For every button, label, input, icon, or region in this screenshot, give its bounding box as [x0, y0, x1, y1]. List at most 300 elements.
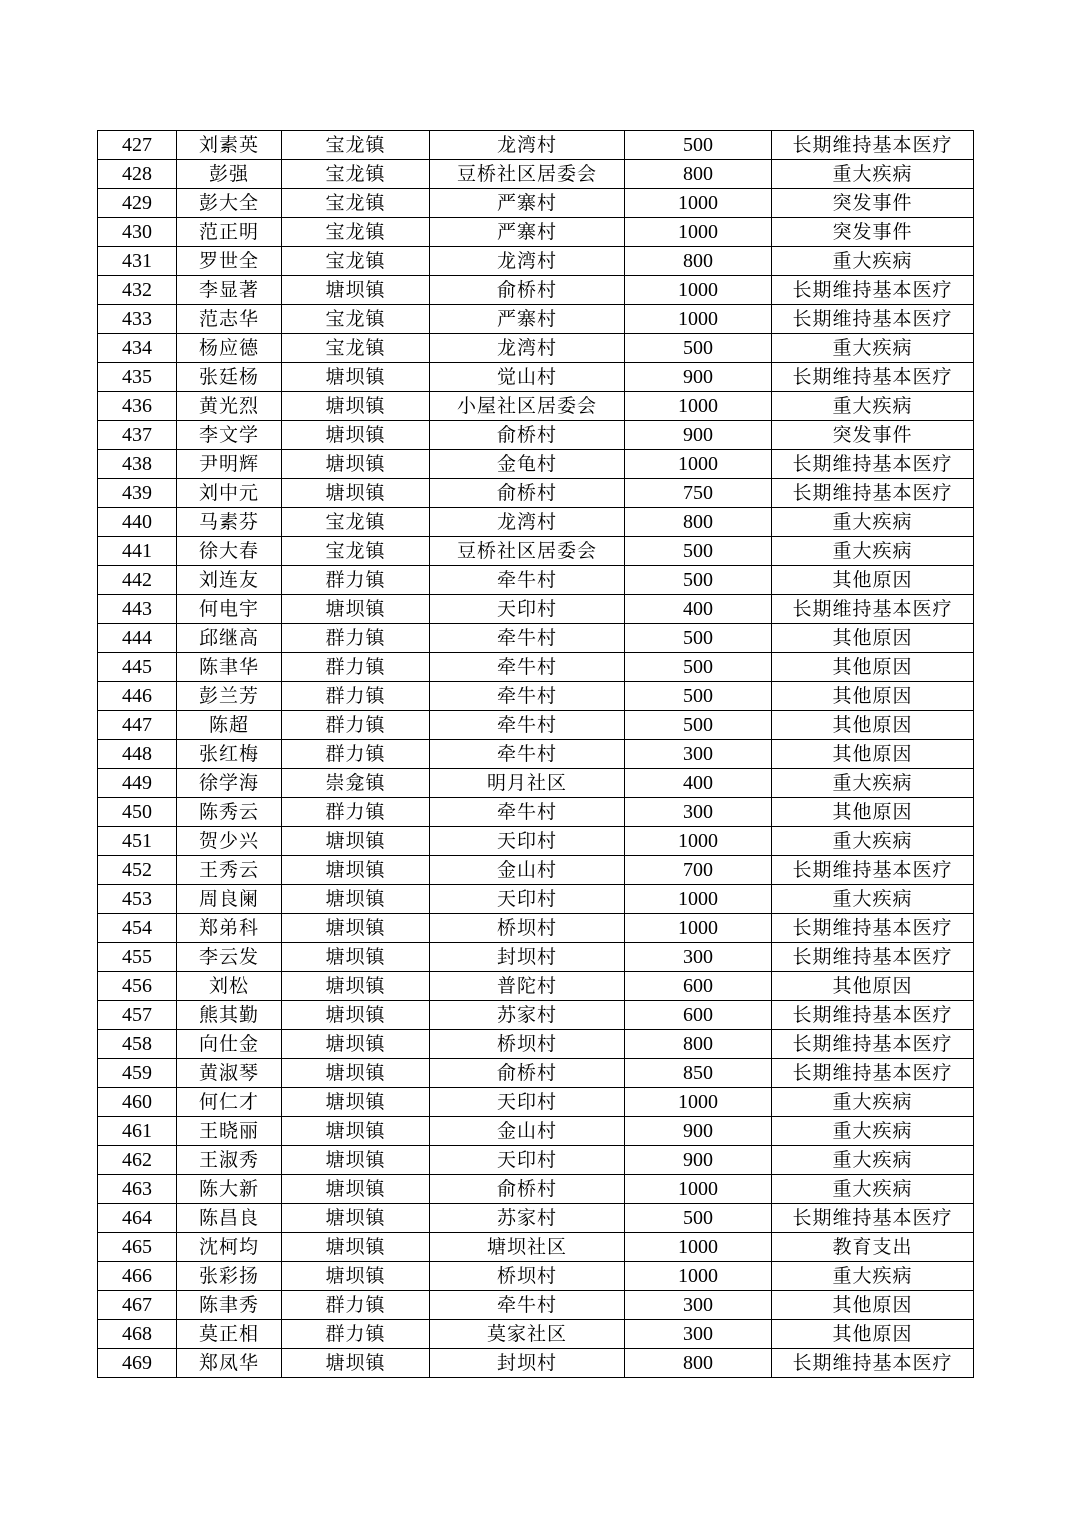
table-row: [98, 1320, 974, 1349]
reason-cell: 长期维持基本医疗: [772, 450, 974, 479]
village-cell: 牵牛村: [430, 624, 625, 653]
name-cell: 黄光烈: [177, 392, 282, 421]
amount-cell: 1000: [625, 827, 772, 856]
row-number-cell: 454: [98, 914, 177, 943]
table-row: [98, 160, 974, 189]
table-row: [98, 131, 974, 160]
name-cell: 刘松: [177, 972, 282, 1001]
table-body: [98, 131, 974, 1378]
village-cell: 苏家村: [430, 1204, 625, 1233]
town-cell: 塘坝镇: [282, 595, 430, 624]
town-cell: 塘坝镇: [282, 972, 430, 1001]
amount-cell: 400: [625, 769, 772, 798]
village-cell: 俞桥村: [430, 1059, 625, 1088]
reason-cell: 突发事件: [772, 218, 974, 247]
amount-cell: 300: [625, 943, 772, 972]
table-row: [98, 972, 974, 1001]
table-row: [98, 1233, 974, 1262]
name-cell: 贺少兴: [177, 827, 282, 856]
reason-cell: 重大疾病: [772, 1262, 974, 1291]
row-number-cell: 443: [98, 595, 177, 624]
town-cell: 群力镇: [282, 798, 430, 827]
village-cell: 天印村: [430, 1146, 625, 1175]
row-number-cell: 448: [98, 740, 177, 769]
name-cell: 陈大新: [177, 1175, 282, 1204]
name-cell: 沈柯均: [177, 1233, 282, 1262]
amount-cell: 500: [625, 1204, 772, 1233]
village-cell: 小屋社区居委会: [430, 392, 625, 421]
amount-cell: 1000: [625, 392, 772, 421]
town-cell: 崇龛镇: [282, 769, 430, 798]
name-cell: 徐学海: [177, 769, 282, 798]
reason-cell: 长期维持基本医疗: [772, 276, 974, 305]
reason-cell: 其他原因: [772, 624, 974, 653]
row-number-cell: 442: [98, 566, 177, 595]
town-cell: 群力镇: [282, 1291, 430, 1320]
village-cell: 牵牛村: [430, 653, 625, 682]
village-cell: 龙湾村: [430, 247, 625, 276]
village-cell: 牵牛村: [430, 711, 625, 740]
amount-cell: 1000: [625, 1088, 772, 1117]
row-number-cell: 457: [98, 1001, 177, 1030]
table-row: [98, 943, 974, 972]
row-number-cell: 441: [98, 537, 177, 566]
reason-cell: 其他原因: [772, 682, 974, 711]
reason-cell: 重大疾病: [772, 1175, 974, 1204]
row-number-cell: 460: [98, 1088, 177, 1117]
name-cell: 郑凤华: [177, 1349, 282, 1378]
village-cell: 明月社区: [430, 769, 625, 798]
name-cell: 郑弟科: [177, 914, 282, 943]
name-cell: 徐大春: [177, 537, 282, 566]
table-row: [98, 363, 974, 392]
table-row: [98, 450, 974, 479]
reason-cell: 重大疾病: [772, 885, 974, 914]
amount-cell: 1000: [625, 1175, 772, 1204]
amount-cell: 1000: [625, 450, 772, 479]
reason-cell: 其他原因: [772, 972, 974, 1001]
town-cell: 塘坝镇: [282, 827, 430, 856]
reason-cell: 重大疾病: [772, 1088, 974, 1117]
row-number-cell: 433: [98, 305, 177, 334]
town-cell: 宝龙镇: [282, 247, 430, 276]
town-cell: 宝龙镇: [282, 131, 430, 160]
name-cell: 杨应德: [177, 334, 282, 363]
town-cell: 宝龙镇: [282, 305, 430, 334]
reason-cell: 其他原因: [772, 566, 974, 595]
town-cell: 塘坝镇: [282, 856, 430, 885]
name-cell: 陈超: [177, 711, 282, 740]
town-cell: 塘坝镇: [282, 885, 430, 914]
table-row: [98, 856, 974, 885]
town-cell: 塘坝镇: [282, 1001, 430, 1030]
village-cell: 金山村: [430, 1117, 625, 1146]
name-cell: 黄淑琴: [177, 1059, 282, 1088]
village-cell: 俞桥村: [430, 421, 625, 450]
row-number-cell: 427: [98, 131, 177, 160]
name-cell: 陈昌良: [177, 1204, 282, 1233]
village-cell: 牵牛村: [430, 740, 625, 769]
row-number-cell: 463: [98, 1175, 177, 1204]
village-cell: 封坝村: [430, 1349, 625, 1378]
town-cell: 群力镇: [282, 711, 430, 740]
town-cell: 塘坝镇: [282, 1117, 430, 1146]
row-number-cell: 431: [98, 247, 177, 276]
town-cell: 宝龙镇: [282, 218, 430, 247]
table-row: [98, 1001, 974, 1030]
name-cell: 尹明辉: [177, 450, 282, 479]
table-row: [98, 508, 974, 537]
row-number-cell: 461: [98, 1117, 177, 1146]
row-number-cell: 453: [98, 885, 177, 914]
name-cell: 刘素英: [177, 131, 282, 160]
name-cell: 李显著: [177, 276, 282, 305]
village-cell: 龙湾村: [430, 131, 625, 160]
amount-cell: 900: [625, 1117, 772, 1146]
table-row: [98, 1117, 974, 1146]
town-cell: 塘坝镇: [282, 1175, 430, 1204]
table-row: [98, 914, 974, 943]
village-cell: 豆桥社区居委会: [430, 537, 625, 566]
row-number-cell: 465: [98, 1233, 177, 1262]
amount-cell: 1000: [625, 305, 772, 334]
row-number-cell: 466: [98, 1262, 177, 1291]
table-row: [98, 305, 974, 334]
town-cell: 塘坝镇: [282, 1059, 430, 1088]
name-cell: 刘中元: [177, 479, 282, 508]
amount-cell: 500: [625, 566, 772, 595]
row-number-cell: 430: [98, 218, 177, 247]
village-cell: 金龟村: [430, 450, 625, 479]
reason-cell: 长期维持基本医疗: [772, 1349, 974, 1378]
name-cell: 刘连友: [177, 566, 282, 595]
table-row: [98, 1059, 974, 1088]
row-number-cell: 437: [98, 421, 177, 450]
reason-cell: 突发事件: [772, 189, 974, 218]
town-cell: 塘坝镇: [282, 1204, 430, 1233]
reason-cell: 重大疾病: [772, 1117, 974, 1146]
village-cell: 天印村: [430, 595, 625, 624]
row-number-cell: 462: [98, 1146, 177, 1175]
table-row: [98, 1204, 974, 1233]
town-cell: 群力镇: [282, 740, 430, 769]
table-row: [98, 189, 974, 218]
table-row: [98, 1146, 974, 1175]
town-cell: 群力镇: [282, 624, 430, 653]
village-cell: 牵牛村: [430, 1291, 625, 1320]
town-cell: 群力镇: [282, 682, 430, 711]
reason-cell: 突发事件: [772, 421, 974, 450]
reason-cell: 长期维持基本医疗: [772, 595, 974, 624]
town-cell: 塘坝镇: [282, 1088, 430, 1117]
table-row: [98, 595, 974, 624]
amount-cell: 1000: [625, 276, 772, 305]
village-cell: 天印村: [430, 1088, 625, 1117]
table-row: [98, 885, 974, 914]
table-row: [98, 1349, 974, 1378]
reason-cell: 重大疾病: [772, 334, 974, 363]
village-cell: 严寨村: [430, 218, 625, 247]
name-cell: 罗世全: [177, 247, 282, 276]
name-cell: 陈秀云: [177, 798, 282, 827]
assistance-roster-table: [97, 130, 974, 1378]
row-number-cell: 428: [98, 160, 177, 189]
table-row: [98, 1088, 974, 1117]
village-cell: 严寨村: [430, 189, 625, 218]
reason-cell: 长期维持基本医疗: [772, 856, 974, 885]
row-number-cell: 435: [98, 363, 177, 392]
town-cell: 塘坝镇: [282, 1030, 430, 1059]
amount-cell: 1000: [625, 189, 772, 218]
town-cell: 塘坝镇: [282, 943, 430, 972]
table-row: [98, 421, 974, 450]
row-number-cell: 455: [98, 943, 177, 972]
reason-cell: 其他原因: [772, 653, 974, 682]
name-cell: 王晓丽: [177, 1117, 282, 1146]
reason-cell: 其他原因: [772, 1291, 974, 1320]
reason-cell: 长期维持基本医疗: [772, 363, 974, 392]
town-cell: 塘坝镇: [282, 363, 430, 392]
table-row: [98, 566, 974, 595]
reason-cell: 长期维持基本医疗: [772, 914, 974, 943]
reason-cell: 教育支出: [772, 1233, 974, 1262]
village-cell: 莫家社区: [430, 1320, 625, 1349]
name-cell: 彭大全: [177, 189, 282, 218]
table-row: [98, 218, 974, 247]
town-cell: 群力镇: [282, 653, 430, 682]
town-cell: 塘坝镇: [282, 450, 430, 479]
town-cell: 宝龙镇: [282, 537, 430, 566]
name-cell: 莫正相: [177, 1320, 282, 1349]
table-row: [98, 711, 974, 740]
reason-cell: 重大疾病: [772, 508, 974, 537]
town-cell: 塘坝镇: [282, 1349, 430, 1378]
amount-cell: 800: [625, 1030, 772, 1059]
row-number-cell: 459: [98, 1059, 177, 1088]
name-cell: 何电宇: [177, 595, 282, 624]
reason-cell: 重大疾病: [772, 1146, 974, 1175]
amount-cell: 500: [625, 682, 772, 711]
reason-cell: 长期维持基本医疗: [772, 1001, 974, 1030]
town-cell: 塘坝镇: [282, 421, 430, 450]
amount-cell: 1000: [625, 1233, 772, 1262]
row-number-cell: 449: [98, 769, 177, 798]
village-cell: 桥坝村: [430, 1030, 625, 1059]
amount-cell: 300: [625, 740, 772, 769]
name-cell: 马素芬: [177, 508, 282, 537]
reason-cell: 其他原因: [772, 740, 974, 769]
village-cell: 俞桥村: [430, 1175, 625, 1204]
name-cell: 范志华: [177, 305, 282, 334]
row-number-cell: 452: [98, 856, 177, 885]
village-cell: 豆桥社区居委会: [430, 160, 625, 189]
row-number-cell: 467: [98, 1291, 177, 1320]
name-cell: 向仕金: [177, 1030, 282, 1059]
town-cell: 塘坝镇: [282, 276, 430, 305]
name-cell: 李文学: [177, 421, 282, 450]
row-number-cell: 434: [98, 334, 177, 363]
town-cell: 塘坝镇: [282, 479, 430, 508]
reason-cell: 长期维持基本医疗: [772, 1204, 974, 1233]
reason-cell: 长期维持基本医疗: [772, 131, 974, 160]
amount-cell: 800: [625, 508, 772, 537]
amount-cell: 1000: [625, 1262, 772, 1291]
town-cell: 塘坝镇: [282, 914, 430, 943]
table-row: [98, 479, 974, 508]
reason-cell: 重大疾病: [772, 769, 974, 798]
village-cell: 牵牛村: [430, 566, 625, 595]
row-number-cell: 444: [98, 624, 177, 653]
amount-cell: 500: [625, 653, 772, 682]
table-row: [98, 1030, 974, 1059]
amount-cell: 600: [625, 972, 772, 1001]
table-row: [98, 276, 974, 305]
reason-cell: 长期维持基本医疗: [772, 1059, 974, 1088]
row-number-cell: 445: [98, 653, 177, 682]
village-cell: 金山村: [430, 856, 625, 885]
town-cell: 塘坝镇: [282, 1146, 430, 1175]
village-cell: 龙湾村: [430, 334, 625, 363]
table-row: [98, 334, 974, 363]
village-cell: 桥坝村: [430, 1262, 625, 1291]
table-row: [98, 653, 974, 682]
amount-cell: 400: [625, 595, 772, 624]
table-row: [98, 827, 974, 856]
name-cell: 张廷杨: [177, 363, 282, 392]
name-cell: 张彩扬: [177, 1262, 282, 1291]
town-cell: 宝龙镇: [282, 508, 430, 537]
amount-cell: 900: [625, 363, 772, 392]
table-row: [98, 1262, 974, 1291]
village-cell: 龙湾村: [430, 508, 625, 537]
name-cell: 周良阑: [177, 885, 282, 914]
amount-cell: 800: [625, 247, 772, 276]
row-number-cell: 447: [98, 711, 177, 740]
row-number-cell: 469: [98, 1349, 177, 1378]
name-cell: 王秀云: [177, 856, 282, 885]
name-cell: 张红梅: [177, 740, 282, 769]
table-row: [98, 624, 974, 653]
town-cell: 塘坝镇: [282, 392, 430, 421]
village-cell: 塘坝社区: [430, 1233, 625, 1262]
reason-cell: 长期维持基本医疗: [772, 479, 974, 508]
name-cell: 邱继高: [177, 624, 282, 653]
reason-cell: 其他原因: [772, 798, 974, 827]
row-number-cell: 456: [98, 972, 177, 1001]
village-cell: 封坝村: [430, 943, 625, 972]
village-cell: 俞桥村: [430, 276, 625, 305]
village-cell: 普陀村: [430, 972, 625, 1001]
amount-cell: 500: [625, 131, 772, 160]
village-cell: 苏家村: [430, 1001, 625, 1030]
name-cell: 范正明: [177, 218, 282, 247]
reason-cell: 重大疾病: [772, 827, 974, 856]
village-cell: 牵牛村: [430, 798, 625, 827]
row-number-cell: 446: [98, 682, 177, 711]
reason-cell: 长期维持基本医疗: [772, 1030, 974, 1059]
row-number-cell: 450: [98, 798, 177, 827]
amount-cell: 500: [625, 711, 772, 740]
table-row: [98, 392, 974, 421]
village-cell: 天印村: [430, 885, 625, 914]
table-row: [98, 247, 974, 276]
row-number-cell: 438: [98, 450, 177, 479]
name-cell: 陈聿华: [177, 653, 282, 682]
town-cell: 宝龙镇: [282, 334, 430, 363]
reason-cell: 重大疾病: [772, 537, 974, 566]
name-cell: 陈聿秀: [177, 1291, 282, 1320]
row-number-cell: 439: [98, 479, 177, 508]
town-cell: 宝龙镇: [282, 160, 430, 189]
amount-cell: 850: [625, 1059, 772, 1088]
amount-cell: 600: [625, 1001, 772, 1030]
town-cell: 塘坝镇: [282, 1262, 430, 1291]
amount-cell: 300: [625, 798, 772, 827]
town-cell: 宝龙镇: [282, 189, 430, 218]
table-row: [98, 1291, 974, 1320]
town-cell: 群力镇: [282, 1320, 430, 1349]
table-row: [98, 1175, 974, 1204]
reason-cell: 重大疾病: [772, 160, 974, 189]
amount-cell: 800: [625, 1349, 772, 1378]
row-number-cell: 468: [98, 1320, 177, 1349]
reason-cell: 长期维持基本医疗: [772, 943, 974, 972]
village-cell: 桥坝村: [430, 914, 625, 943]
village-cell: 天印村: [430, 827, 625, 856]
amount-cell: 1000: [625, 914, 772, 943]
amount-cell: 1000: [625, 218, 772, 247]
amount-cell: 300: [625, 1291, 772, 1320]
amount-cell: 1000: [625, 885, 772, 914]
amount-cell: 900: [625, 1146, 772, 1175]
row-number-cell: 440: [98, 508, 177, 537]
table-row: [98, 740, 974, 769]
table-row: [98, 769, 974, 798]
row-number-cell: 451: [98, 827, 177, 856]
table-row: [98, 798, 974, 827]
town-cell: 群力镇: [282, 566, 430, 595]
amount-cell: 500: [625, 624, 772, 653]
name-cell: 彭强: [177, 160, 282, 189]
town-cell: 塘坝镇: [282, 1233, 430, 1262]
reason-cell: 长期维持基本医疗: [772, 305, 974, 334]
village-cell: 俞桥村: [430, 479, 625, 508]
village-cell: 觉山村: [430, 363, 625, 392]
table-row: [98, 537, 974, 566]
amount-cell: 900: [625, 421, 772, 450]
reason-cell: 其他原因: [772, 711, 974, 740]
name-cell: 李云发: [177, 943, 282, 972]
name-cell: 何仁才: [177, 1088, 282, 1117]
amount-cell: 800: [625, 160, 772, 189]
name-cell: 王淑秀: [177, 1146, 282, 1175]
name-cell: 彭兰芳: [177, 682, 282, 711]
row-number-cell: 464: [98, 1204, 177, 1233]
reason-cell: 其他原因: [772, 1320, 974, 1349]
village-cell: 牵牛村: [430, 682, 625, 711]
amount-cell: 750: [625, 479, 772, 508]
table-row: [98, 682, 974, 711]
village-cell: 严寨村: [430, 305, 625, 334]
name-cell: 熊其勤: [177, 1001, 282, 1030]
row-number-cell: 432: [98, 276, 177, 305]
row-number-cell: 458: [98, 1030, 177, 1059]
reason-cell: 重大疾病: [772, 392, 974, 421]
amount-cell: 700: [625, 856, 772, 885]
reason-cell: 重大疾病: [772, 247, 974, 276]
amount-cell: 300: [625, 1320, 772, 1349]
row-number-cell: 436: [98, 392, 177, 421]
